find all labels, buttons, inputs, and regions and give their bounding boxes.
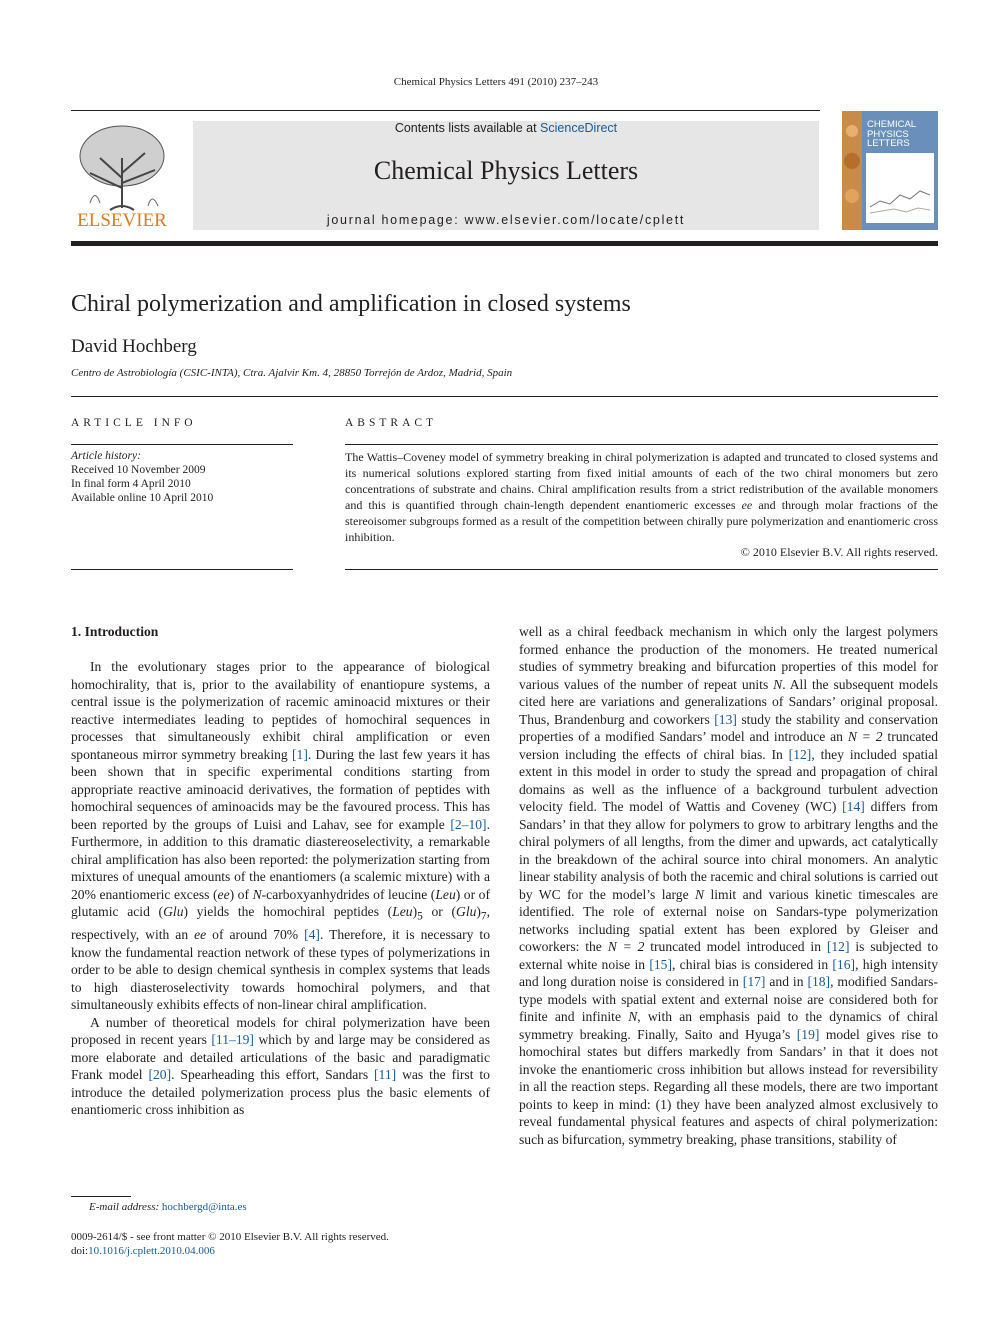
abstract-part: The Wattis–Coveney model of symmetry breaking in chiral polymerization is adapted and truncated to closed systems and its numerical solutions explored starting from fixed initial amounts of each of the two chiral monomers but zero concentrations of substrate and chains. Chiral amplification results from a strict redistribution of the available monomers and this is quantified through chain-length dependent enantiomeric excesses: [345, 450, 938, 512]
article-info-bottom-rule: [71, 569, 293, 570]
abstract-ee: ee: [741, 498, 753, 512]
email-footnote: [89, 1201, 247, 1213]
issn-line: 0009-2614/$ - see front matter © 2010 Elsevier B.V. All rights reserved.: [71, 1231, 389, 1243]
reference-link[interactable]: [1]: [292, 746, 308, 762]
abstract-part: and through molar fractions of the stereoisomer subgroups formed as a result of the competition between chirally pure polymerization and enantiomeric cross inhibition.: [345, 498, 938, 544]
reference-link[interactable]: [20]: [148, 1067, 172, 1083]
abstract-text: [345, 449, 938, 545]
reference-link[interactable]: [12]: [788, 746, 812, 762]
journal-homepage[interactable]: journal homepage: www.elsevier.com/locate/cplett: [326, 213, 686, 227]
doi-line: [71, 1245, 215, 1257]
doi-link[interactable]: 10.1016/j.cplett.2010.04.006: [88, 1245, 215, 1257]
reference-link[interactable]: [18]: [807, 974, 831, 989]
author-affiliation: Centro de Astrobiología (CSIC-INTA), Ctra. Ajalvir Km. 4, 28850 Torrejón de Ardoz, Madrid, Spain: [71, 367, 513, 379]
section-heading: 1. Introduction: [71, 624, 159, 639]
abstract-copyright: © 2010 Elsevier B.V. All rights reserved.: [740, 545, 938, 559]
received-date: Received 10 November 2009: [71, 464, 206, 476]
right-column-text: [519, 623, 938, 1148]
contents-prefix: Contents lists available at: [394, 121, 541, 135]
footnote-rule: [71, 1196, 131, 1197]
paragraph: In the evolutionary stages prior to the appearance of biological homochirality, that is, prior to the availability of enantiopure systems, a central issue is the polymerization of racemic aminoacid mixtures or their reactive intermediates leading to peptides of homochiral sequences in processes that simultaneously exhibit chiral amplification or even spontaneous mirror symmetry breaking [1]. During the last few years it has been shown that in specific experimental conditions starting from appropriate reactive aminoacid derivatives, the formation of peptides with homochiral sequences of aminoacids may be the favoured process. This has been reported by the groups of Luisi and Lahav, see for example [2–10]. Furthermore, in addition to this dramatic diastereoselectivity, a remarkable chiral amplification has also been reported: the polymerization starting from mixtures of unequal amounts of the enantiomers (a scalemic mixture) with a 20% enantiomeric excess (ee) of N-carboxyanhydrides of leucine (Leu) or of glutamic acid (Glu) yields the homochiral peptides $(Leu)_5$ or $(Glu)_7$, respectively, with an ee of around 70% [4]. Therefore, it is necessary to know the fundamental reaction network of these types of polymerizations in order to be able to design chemical synthesis in complex systems that leads to high diasteroselectivity towards homochiral polymers, and that simultaneously exhibits effects of non-linear chiral amplification.: [71, 659, 491, 1013]
journal-name: Chemical Physics Letters: [373, 156, 639, 185]
left-column-text: [71, 658, 490, 1119]
abstract-rule: [345, 444, 938, 445]
reference-link[interactable]: [11–19]: [211, 1032, 254, 1048]
elsevier-logo: [70, 118, 174, 230]
article-author: David Hochberg: [71, 336, 197, 357]
reference-link[interactable]: [15]: [649, 956, 672, 972]
doi-label: doi:: [71, 1245, 89, 1257]
abstract-heading: ABSTRACT: [345, 417, 438, 429]
reference-link[interactable]: [16]: [832, 956, 856, 972]
elsevier-tree-icon: [70, 118, 174, 230]
title-divider: [71, 396, 938, 397]
article-info-heading: ARTICLE INFO: [71, 417, 197, 429]
paragraph: A number of theoretical models for chiral polymerization have been proposed in recent years [11–19] which by and large may be considered as more elaborate and detailed articulations of the basic and paradigmatic Frank model [20]. Spearheading this effort, Sandars [11] was the first to introduce the detailed polymerization process plus the basic elements of enantiomeric cross inhibition as: [71, 1014, 490, 1118]
history-label: Article history:: [71, 450, 141, 462]
cover-title: CHEMICAL PHYSICS LETTERS: [867, 119, 917, 149]
reference-link[interactable]: [11]: [374, 1067, 397, 1083]
header-rule: [71, 110, 820, 111]
elsevier-wordmark: ELSEVIER: [77, 210, 167, 230]
reference-link[interactable]: [14]: [842, 799, 865, 814]
email-link[interactable]: hochbergd@inta.es: [161, 1201, 247, 1213]
journal-cover-thumbnail: [842, 111, 938, 230]
reference-link[interactable]: [13]: [714, 711, 737, 727]
online-date: Available online 10 April 2010: [71, 492, 214, 504]
final-form-date: In final form 4 April 2010: [71, 478, 191, 490]
paragraph: well as a chiral feedback mechanism in which only the largest polymers formed enhance the production of the monomers. He treated numerical studies of symmetry breaking and bifurcation properties of this model for various values of the number of repeat units N. All the subsequent models cited here are variations and generalizations of Sandars’ original proposal. Thus, Brandenburg and coworkers [13] study the stability and conservation properties of a modified Sandars’ model and introduce an N = 2 truncated version including the effects of chiral bias. In [12], they included spatial extent in this model in order to study the spread and propagation of chiral domains as well as the influence of a background turbulent advection velocity field. The model of Wattis and Coveney (WC) [14] differs from Sandars’ in that they allow for polymers to grow to arbitrary lengths and the chiral polymers of all lengths, from the dimer and upwards, act catalytically in the breakdown of the achiral source into chiral monomers. An analytic linear stability analysis of both the racemic and chiral solutions is carried out by WC for the model’s large N limit and various kinetic timescales are identified. The role of external noise on Sandars-type polymerization networks including spatial extent has been explored by Gleiser and coworkers: the N = 2 truncated model introduced in [12] is subjected to external white noise in [15], chiral bias is considered in [16], high intensity and long duration noise is considered in [17] and in [18], modified Sandars-type models with spatial extent and external noise are considered both for finite and infinite N, with an emphasis paid to the dynamics of chiral symmetry breaking. Finally, Saito and Hyuga’s [19] model gives rise to homochiral states but differs markedly from Sandars’ in that it does not invoke the enantiomeric cross inhibition but allows instead for reversibility in all the reaction steps. Regarding all these models, there are two important points to keep in mind: (1) they have been analyzed almost exclusively to reveal fundamental physical features and aspects of chiral polymerization: such as bifurcation, symmetry breaking, phase transitions, stability of: [519, 624, 939, 1147]
article-info-rule: [71, 444, 293, 445]
article-history: [71, 449, 213, 505]
article-title: Chiral polymerization and amplification in closed systems: [71, 291, 631, 317]
reference-link[interactable]: [4]: [304, 927, 320, 943]
reference-link[interactable]: [2–10]: [450, 816, 487, 832]
sciencedirect-link[interactable]: ScienceDirect: [540, 121, 618, 135]
contents-line: [193, 121, 819, 135]
journal-citation: Chemical Physics Letters 491 (2010) 237–243: [393, 76, 599, 88]
abstract-bottom-rule: [345, 569, 938, 570]
reference-link[interactable]: [17]: [742, 974, 766, 989]
email-label: E-mail address:: [89, 1201, 162, 1213]
reference-link[interactable]: [12]: [826, 939, 850, 954]
header-thick-rule: [71, 241, 938, 246]
reference-link[interactable]: [19]: [796, 1026, 820, 1042]
